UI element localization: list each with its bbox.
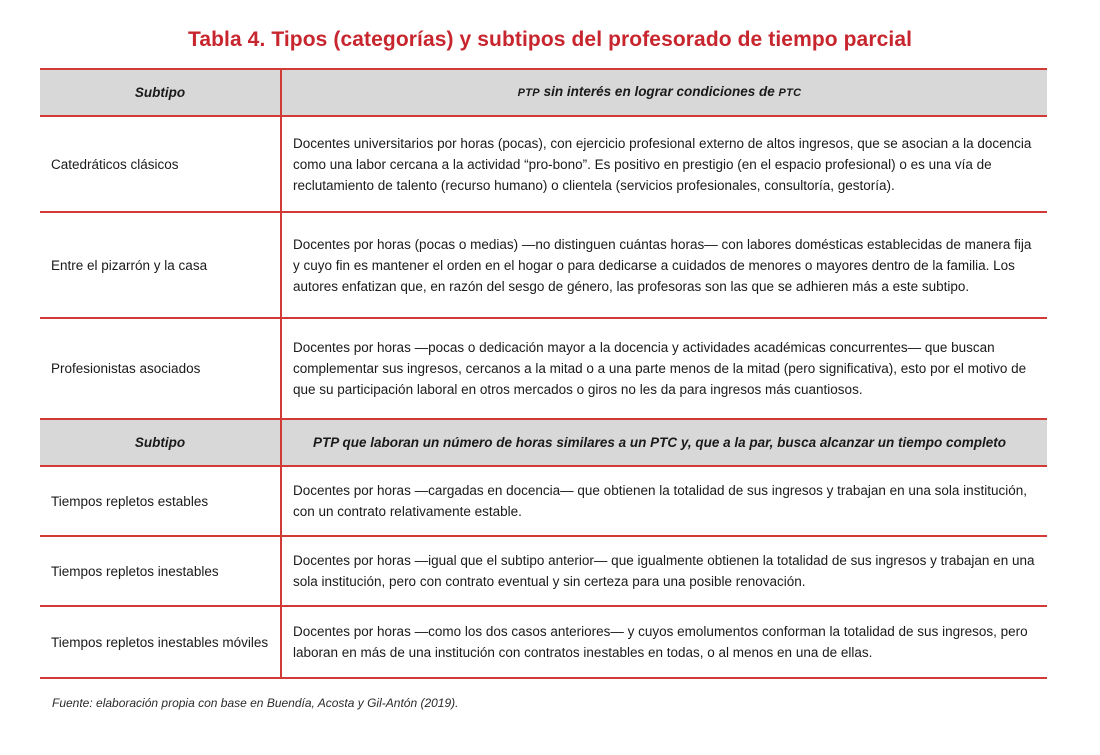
column-header-ptp-tiempo-completo: PTP que laboran un número de horas similares a un PTC y, que a la par, busca alcanzar un tiempo completo bbox=[281, 419, 1047, 466]
abbr-ptc: PTC bbox=[778, 87, 802, 99]
subtype-cell: Entre el pizarrón y la casa bbox=[40, 212, 281, 318]
table-row bbox=[40, 606, 1047, 678]
description-cell: Docentes por horas —como los dos casos anteriores— y cuyos emolumentos conforman la totalidad de sus ingresos, pero laboran en más de una institución con contratos inestables en todas, o al menos en una de ellas. bbox=[281, 606, 1047, 678]
subtype-cell: Tiempos repletos inestables bbox=[40, 536, 281, 606]
table-row bbox=[40, 536, 1047, 606]
description-cell: Docentes universitarios por horas (pocas), con ejercicio profesional externo de altos ingresos, que se asocian a la docencia como una labor cercana a la actividad “pro-bono”. Es positivo en prestigio (en el espacio profesional) o es una vía de reclutamiento de talento (recurso humano) o clientela (servicios profesionales, consultoría, gestoría). bbox=[281, 116, 1047, 212]
table-header-row bbox=[40, 419, 1047, 466]
subtype-cell: Tiempos repletos estables bbox=[40, 466, 281, 536]
table-title: Tabla 4. Tipos (categorías) y subtipos del profesorado de tiempo parcial bbox=[187, 28, 913, 51]
column-header-subtipo: Subtipo bbox=[40, 69, 281, 116]
description-cell: Docentes por horas (pocas o medias) —no distinguen cuántas horas— con labores domésticas establecidas de manera fija y cuyo fin es mantener el orden en el hogar o para dedicarse a cuidados de menores o mayores dentro de la familia. Los autores enfatizan que, en razón del sesgo de género, las profesoras son las que se adhieren más a este subtipo. bbox=[281, 212, 1047, 318]
table-header-row bbox=[40, 69, 1047, 116]
subtype-cell: Catedráticos clásicos bbox=[40, 116, 281, 212]
header-text: sin interés en lograr condiciones de bbox=[539, 84, 779, 99]
table-row bbox=[40, 466, 1047, 536]
table-row bbox=[40, 212, 1047, 318]
source-footnote: Fuente: elaboración propia con base en Buendía, Acosta y Gil-Antón (2019). bbox=[52, 696, 459, 710]
subtypes-table bbox=[40, 68, 1047, 679]
subtype-cell: Profesionistas asociados bbox=[40, 318, 281, 419]
description-cell: Docentes por horas —pocas o dedicación mayor a la docencia y actividades académicas concurrentes— que buscan complementar sus ingresos, cercanos a la mitad o a una parte menos de la mitad (pero significativa), esto por el motivo de que su participación laboral en otros mercados o giros no les da para ingresos más cuantiosos. bbox=[281, 318, 1047, 419]
description-cell: Docentes por horas —igual que el subtipo anterior— que igualmente obtienen la totalidad de sus ingresos y trabajan en una sola institución, pero con contrato eventual y sin certeza para una posible renovación. bbox=[281, 536, 1047, 606]
table-row bbox=[40, 318, 1047, 419]
column-header-ptp-sin-interes bbox=[281, 69, 1047, 116]
abbr-ptp: PTP bbox=[517, 87, 540, 99]
table-row bbox=[40, 116, 1047, 212]
column-header-subtipo: Subtipo bbox=[40, 419, 281, 466]
subtype-cell: Tiempos repletos inestables móviles bbox=[40, 606, 281, 678]
description-cell: Docentes por horas —cargadas en docencia— que obtienen la totalidad de sus ingresos y trabajan en una sola institución, con un contrato relativamente estable. bbox=[281, 466, 1047, 536]
